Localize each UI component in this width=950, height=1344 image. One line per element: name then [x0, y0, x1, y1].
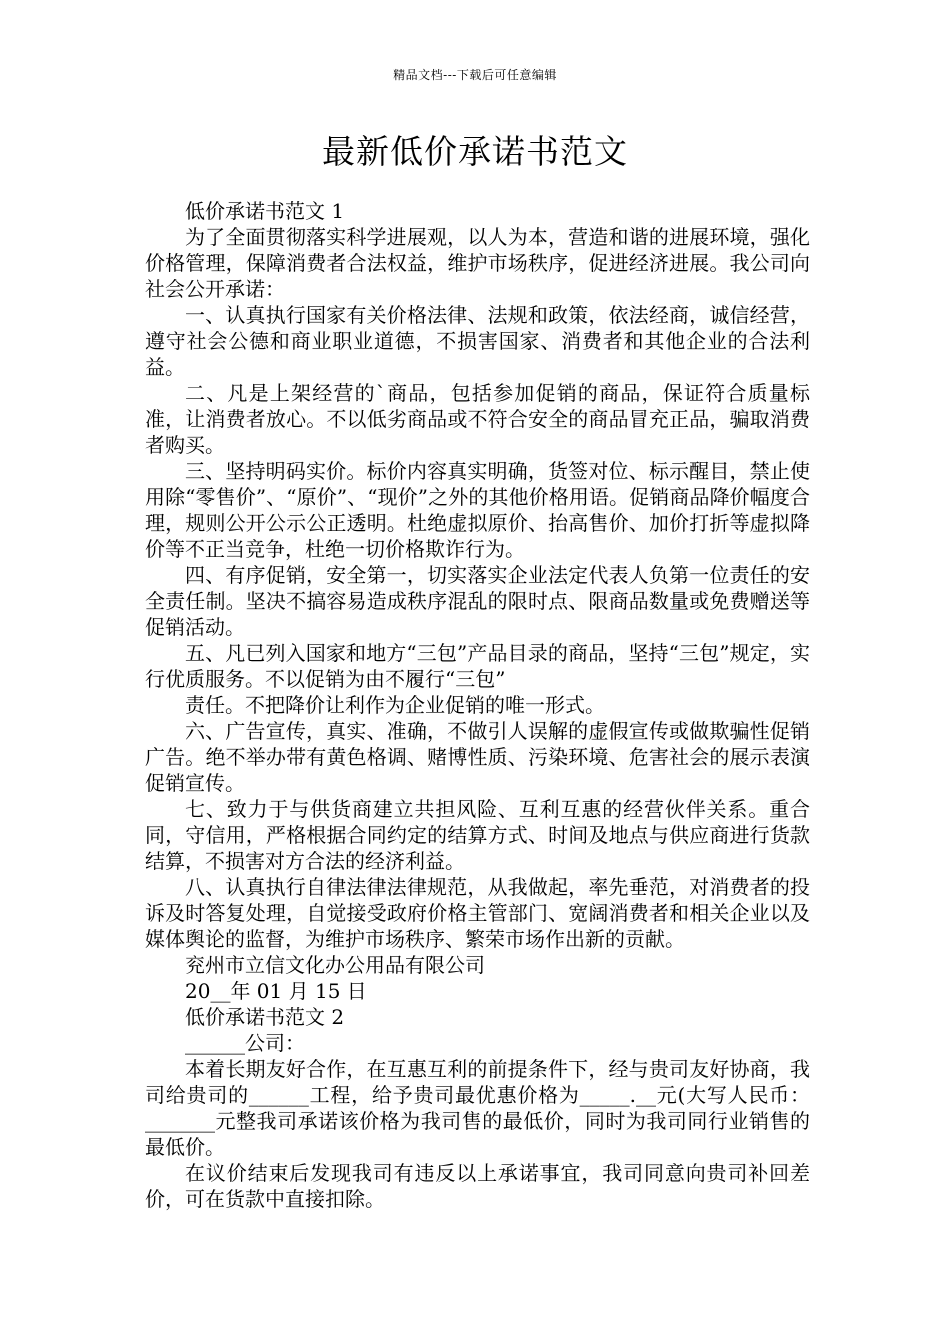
- paragraph-sample-1-heading: 低价承诺书范文 1: [185, 199, 345, 223]
- paragraph-item-5-cont: 责任。不把降价让利作为企业促销的唯一形式。: [185, 693, 605, 717]
- page-header-note: 精品文档---下载后可任意编辑: [393, 68, 557, 82]
- paragraph-item-5: 五、凡已列入国家和地方“三包”产品目录的商品，坚持“三包”规定，实行优质服务。不以促销为由不履行“三包”: [145, 641, 810, 691]
- paragraph-item-8: 八、认真执行自律法律法律规范，从我做起，率先垂范，对消费者的投诉及时答复处理，自觉接受政府价格主管部门、宽阔消费者和相关企业以及媒体舆论的监督，为维护市场秩序、繁荣市场作出新的贡献。: [145, 875, 810, 951]
- paragraph-item-3: 三、坚持明码实价。标价内容真实明确，货签对位、标示醒目，禁止使用除“零售价”、“原价”、“现价”之外的其他价格用语。促销商品降价幅度合理，规则公开公示公正透明。杜绝虚拟原价、抬高售价、加价打折等虚拟降价等不正当竞争，杜绝一切价格欺诈行为。: [145, 459, 810, 561]
- paragraph-date: 20__年 01 月 15 日: [185, 979, 367, 1003]
- paragraph-sample-2-heading: 低价承诺书范文 2: [185, 1005, 345, 1029]
- paragraph-item-6: 六、广告宣传，真实、准确，不做引人误解的虚假宣传或做欺骗性促销广告。绝不举办带有黄色格调、赌博性质、污染环境、危害社会的展示表演促销宣传。: [145, 719, 810, 795]
- paragraph-company-name: 兖州市立信文化办公用品有限公司: [185, 953, 485, 977]
- paragraph-refund-clause: 在议价结束后发现我司有违反以上承诺事宜，我司同意向贵司补回差价，可在货款中直接扣除。: [145, 1161, 810, 1211]
- paragraph-item-4: 四、有序促销，安全第一，切实落实企业法定代表人负第一位责任的安全责任制。坚决不搞容易造成秩序混乱的限时点、限商品数量或免费赠送等促销活动。: [145, 563, 810, 639]
- paragraph-addressee: ______公司：: [185, 1031, 305, 1055]
- paragraph-intro: 为了全面贯彻落实科学进展观，以人为本，营造和谐的进展环境，强化价格管理，保障消费者合法权益，维护市场秩序，促进经济进展。我公司向社会公开承诺：: [145, 225, 810, 301]
- document-body: [145, 198, 810, 1212]
- paragraph-price-commitment: 本着长期友好合作，在互惠互利的前提条件下，经与贵司友好协商，我司给贵司的______工程，给予贵司最优惠价格为_____.__元(大写人民币：_______元整我司承诺该价格为我司售的最低价，同时为我司同行业销售的最低价。: [145, 1057, 810, 1159]
- document-title: 最新低价承诺书范文: [322, 132, 628, 171]
- paragraph-item-7: 七、致力于与供货商建立共担风险、互利互惠的经营伙伴关系。重合同，守信用，严格根据合同约定的结算方式、时间及地点与供应商进行货款结算，不损害对方合法的经济利益。: [145, 797, 810, 873]
- paragraph-item-2: 二、凡是上架经营的`商品，包括参加促销的商品，保证符合质量标准，让消费者放心。不以低劣商品或不符合安全的商品冒充正品，骗取消费者购买。: [145, 381, 810, 457]
- paragraph-item-1: 一、认真执行国家有关价格法律、法规和政策，依法经商，诚信经营，遵守社会公德和商业职业道德，不损害国家、消费者和其他企业的合法利益。: [145, 303, 810, 379]
